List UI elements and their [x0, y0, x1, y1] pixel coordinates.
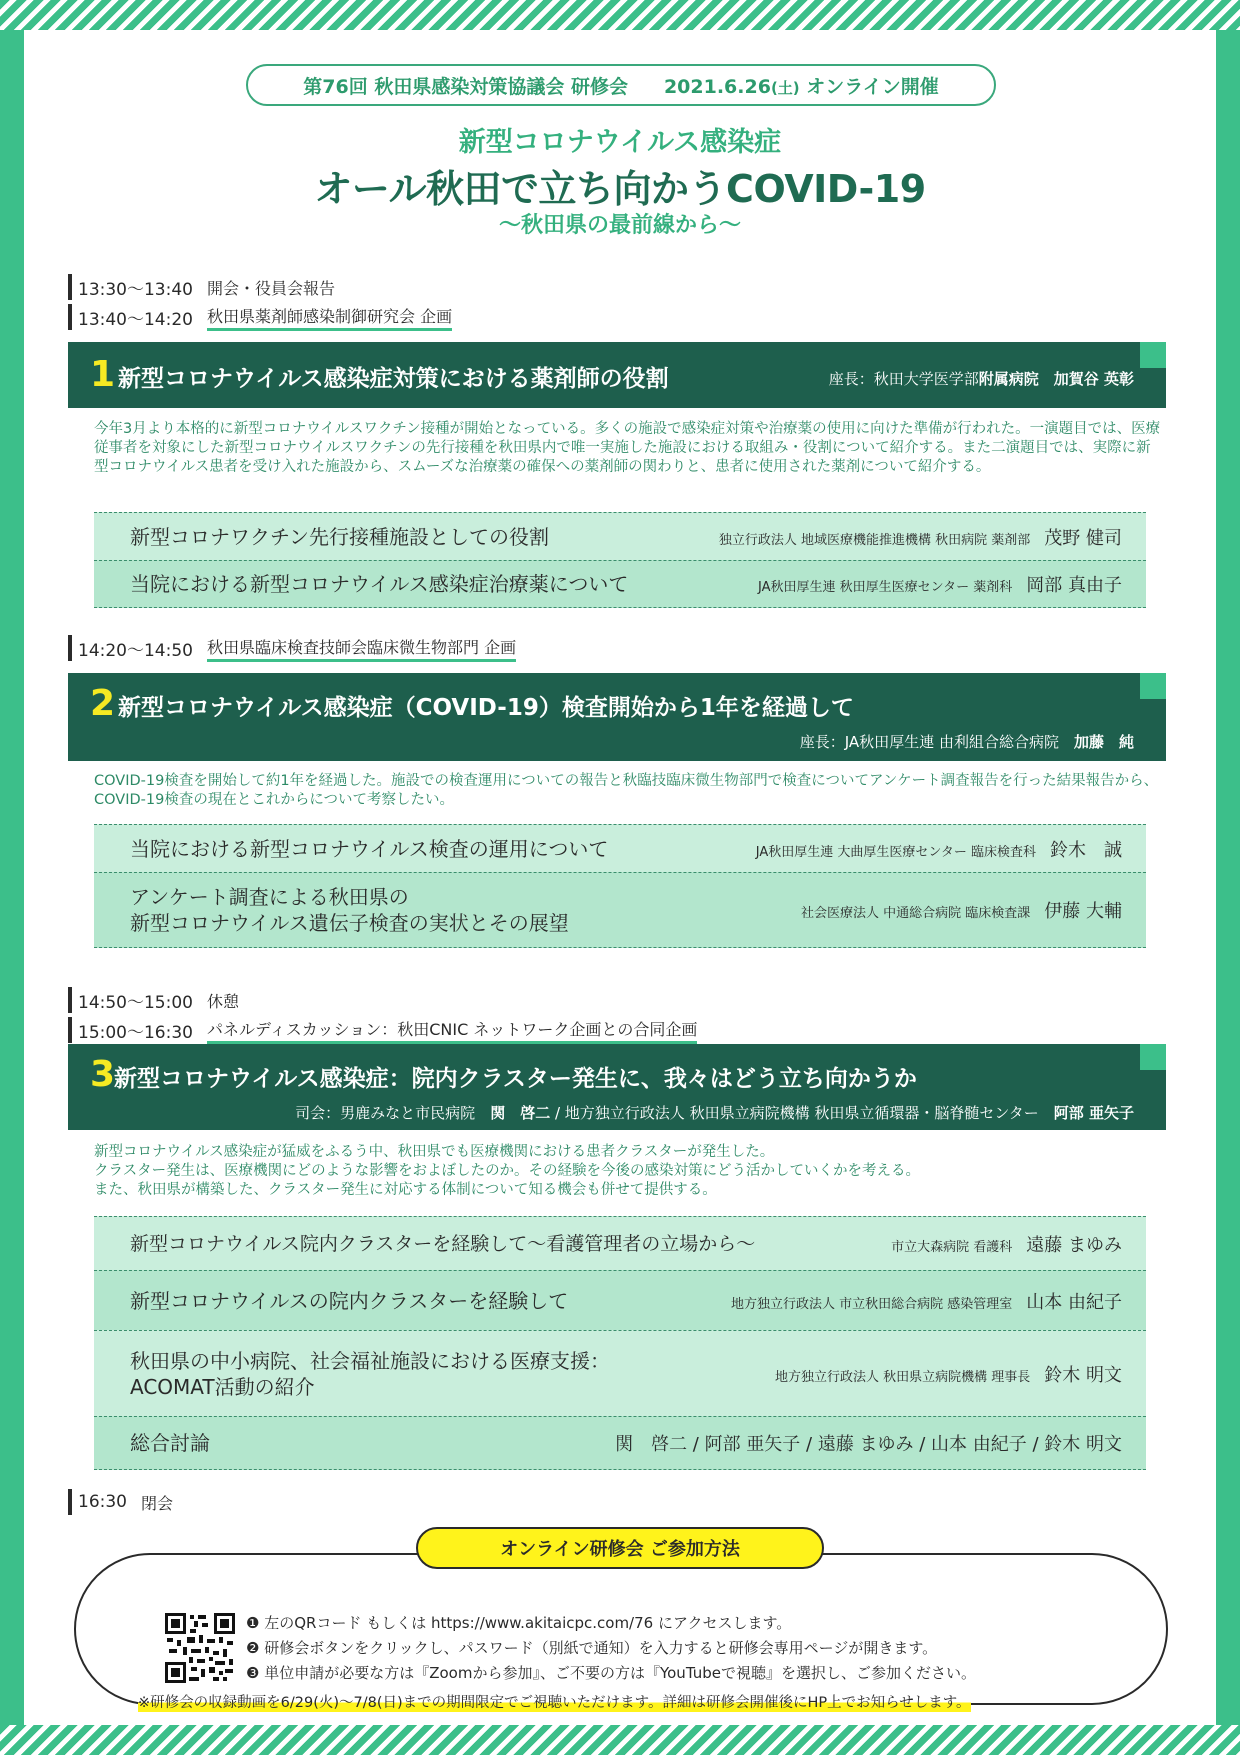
- moderator2-name: 阿部 亜矢子: [1053, 1104, 1134, 1122]
- schedule-time: 14:20〜14:50: [78, 640, 193, 661]
- session2-chair: [800, 731, 1134, 752]
- flyer-content: [24, 30, 1216, 1725]
- participation-steps: [246, 1611, 976, 1686]
- frame-stripe-top: [0, 0, 1240, 30]
- corner-accent: [1140, 1044, 1166, 1070]
- session3-description: [94, 1143, 1164, 1200]
- speaker-name: 茂野 健司: [1044, 527, 1122, 549]
- speaker-org: 独立行政法人 地域医療機能推進機構 秋田病院 薬剤部: [718, 532, 1031, 548]
- step-1: ❶ 左のQRコード もしくは https://www.akitaicpc.com/76 にアクセスします。: [246, 1614, 792, 1632]
- page-tagline: 〜秋田県の最前線から〜: [498, 213, 741, 238]
- chair-prefix: 座長：JA秋田厚生連 由利組合総合病院: [799, 733, 1059, 751]
- frame-border-right: [1216, 30, 1240, 1725]
- session2-title: 新型コロナウイルス感染症（COVID-19）検査開始から1年を経過して: [118, 695, 854, 721]
- talk-title-line2: ACOMAT活動の紹介: [130, 1374, 315, 1399]
- session2-header: [68, 673, 1166, 761]
- speaker-name: 山本 由紀子: [1026, 1291, 1122, 1313]
- qr-code-icon[interactable]: [165, 1613, 235, 1683]
- session2-number: 2: [90, 683, 116, 724]
- event-header-pill: [246, 64, 996, 106]
- event-format: オンライン開催: [806, 75, 939, 98]
- step-3: ❸ 単位申請が必要な方は『Zoomから参加』、ご不要の方は『YouTubeで視聴』を選択し、ご参加ください。: [246, 1664, 976, 1682]
- schedule-label: 閉会: [141, 1493, 174, 1513]
- chair-prefix: 座長：秋田大学医学部: [828, 370, 979, 388]
- schedule-label: パネルディスカッション：秋田CNIC ネットワーク企画との合同企画: [207, 1017, 697, 1044]
- speaker-name: 鈴木 誠: [1050, 839, 1122, 861]
- session1-description: 今年3月より本格的に新型コロナウイルスワクチン接種が開始となっている。多くの施設で感染症対策や治療薬の使用に向けた準備が行われた。一演題目では、医療従事者を対象にした新型コロナウイルスワクチンの先行接種を秋田県内で唯一実施した施設における取組み・役割について紹介する。また二演題目では、実際に新型コロナウイルス患者を受け入れた施設から、スムーズな治療薬の確保への薬剤師の関わりと、患者に使用された薬剤について紹介する。: [94, 421, 1161, 475]
- schedule-session3: [68, 1016, 697, 1044]
- time-bar: [68, 1489, 72, 1515]
- time-bar: [68, 987, 72, 1013]
- speaker-name: 鈴木 明文: [1044, 1364, 1122, 1386]
- schedule-time: 14:50〜15:00: [78, 992, 193, 1013]
- schedule-label: 休憩: [206, 991, 239, 1011]
- schedule-time: 16:30: [78, 1492, 127, 1512]
- corner-accent: [1140, 673, 1166, 699]
- session2-description: COVID-19検査を開始して約1年を経過した。施設での検査運用についての報告と秋臨技臨床微生物部門で検査についてアンケート調査報告を行った結果報告から、COVID-19検査の現在とこれからについて考察したい。: [94, 773, 1159, 808]
- schedule-time: 13:40〜14:20: [78, 309, 193, 330]
- event-name: 第76回 秋田県感染対策協議会 研修会: [303, 75, 628, 98]
- time-bar: [68, 1017, 72, 1043]
- step-2: ❷ 研修会ボタンをクリックし、パスワード（別紙で通知）を入力すると研修会専用ページが開きます。: [246, 1639, 938, 1657]
- talk-speaker: [719, 524, 1122, 550]
- session1-talk2: [94, 560, 1146, 608]
- frame-border-left: [0, 30, 24, 1725]
- time-bar: [68, 274, 72, 300]
- session1-number: 1: [90, 354, 116, 395]
- speaker-org: 地方独立行政法人 秋田県立病院機構 理事長: [775, 1369, 1031, 1385]
- event-date: 2021.6.26: [663, 75, 771, 98]
- talk-title: 新型コロナウイルス院内クラスターを経験して〜看護管理者の立場から〜: [130, 1232, 756, 1255]
- schedule-break: [68, 986, 239, 1014]
- talk-title: [130, 1348, 610, 1400]
- session3-header: [68, 1044, 1166, 1130]
- speaker-org: 社会医療法人 中通総合病院 臨床検査課: [801, 906, 1031, 921]
- session1-chair: [829, 368, 1134, 389]
- schedule-session2: [68, 634, 516, 662]
- talk-title: 新型コロナワクチン先行接種施設としての役割: [130, 524, 549, 549]
- speaker-org: 地方独立行政法人 市立秋田総合病院 感染管理室: [731, 1296, 1013, 1312]
- frame-stripe-bottom: [0, 1725, 1240, 1755]
- session3-talk1: [94, 1216, 1146, 1270]
- talk-title: 新型コロナウイルスの院内クラスターを経験して: [130, 1288, 569, 1313]
- session3-moderators: [295, 1102, 1134, 1123]
- talk-speaker: [775, 1361, 1122, 1387]
- speaker-org: 市立大森病院 看護科: [891, 1239, 1013, 1255]
- talk-speaker: [891, 1231, 1122, 1257]
- schedule-label: 秋田県薬剤師感染制御研究会 企画: [207, 304, 452, 331]
- talk-speaker: [615, 1430, 1122, 1456]
- session3-number: 3: [90, 1054, 116, 1095]
- event-weekday: (土): [770, 78, 800, 97]
- schedule-label: 開会・役員会報告: [206, 278, 335, 298]
- time-bar: [68, 304, 72, 330]
- talk-speaker: [758, 571, 1122, 597]
- session3-title: 新型コロナウイルス感染症：院内クラスター発生に、我々はどう立ち向かうか: [114, 1066, 917, 1092]
- desc-line: クラスター発生は、医療機関にどのような影響をおよぼしたのか。その経験を今後の感染対策にどう活かしていくかを考える。: [94, 1163, 921, 1179]
- speaker-name: 岡部 真由子: [1026, 575, 1122, 596]
- schedule-closing: [68, 1488, 173, 1516]
- talk-speaker: [731, 1288, 1122, 1314]
- session2-talk2: [94, 872, 1146, 948]
- speaker-org: JA秋田厚生連 秋田厚生医療センター 薬剤科: [758, 580, 1013, 595]
- schedule-opening: [68, 273, 335, 301]
- speaker-org: JA秋田厚生連 大曲厚生医療センター 臨床検査科: [755, 844, 1036, 860]
- session1-talk1: [94, 512, 1146, 560]
- talk-title: 当院における新型コロナウイルス検査の運用について: [130, 836, 609, 861]
- schedule-time: 13:30〜13:40: [78, 279, 193, 300]
- chair-name: 加賀谷 英彰: [1053, 370, 1134, 388]
- moderator-prefix: 司会：男鹿みなと市民病院: [295, 1104, 476, 1122]
- session3-talk3: [94, 1330, 1146, 1416]
- corner-accent: [1140, 342, 1166, 368]
- talk-title-line1: 秋田県の中小病院、社会福祉施設における医療支援：: [130, 1348, 610, 1373]
- page-subtitle: 新型コロナウイルス感染症: [458, 127, 782, 158]
- speaker-name: 伊藤 大輔: [1044, 901, 1122, 922]
- time-bar: [68, 635, 72, 661]
- moderator1-name: 関 啓二: [490, 1104, 551, 1122]
- session1-title: 新型コロナウイルス感染症対策における薬剤師の役割: [118, 366, 669, 392]
- recording-notice: ※研修会の収録動画を6/29(火)〜7/8(日)までの期間限定でご視聴いただけます。詳細は研修会開催後にHP上でお知らせします。: [138, 1691, 971, 1712]
- session3-general-discussion: [94, 1416, 1146, 1470]
- speaker-names: 関 啓二 / 阿部 亜矢子 / 遠藤 まゆみ / 山本 由紀子 / 鈴木 明文: [615, 1434, 1122, 1455]
- desc-line: 新型コロナウイルス感染症が猛威をふるう中、秋田県でも医療機関における患者クラスターが発生した。: [94, 1144, 775, 1160]
- participation-guide-title: オンライン研修会 ご参加方法: [416, 1527, 824, 1569]
- session2-talk1: [94, 824, 1146, 872]
- chair-name: 加藤 純: [1073, 733, 1134, 751]
- talk-title: 総合討論: [130, 1431, 210, 1455]
- page-title: オール秋田で立ち向かうCOVID-19: [314, 167, 926, 211]
- talk-title: [130, 884, 569, 936]
- desc-line: また、秋田県が構築した、クラスター発生に対応する体制について知る機会も併せて提供する。: [94, 1182, 717, 1198]
- session1-header: [68, 342, 1166, 408]
- schedule-time: 15:00〜16:30: [78, 1022, 193, 1043]
- chair-org-bold: 附属病院: [978, 370, 1039, 388]
- schedule-session1: [68, 303, 452, 331]
- talk-speaker: [756, 836, 1122, 862]
- talk-title: 当院における新型コロナウイルス感染症治療薬について: [130, 572, 629, 596]
- talk-speaker: [801, 897, 1122, 923]
- schedule-label: 秋田県臨床検査技師会臨床微生物部門 企画: [207, 635, 516, 662]
- moderator-mid: / 地方独立行政法人 秋田県立病院機構 秋田県立循環器・脳脊髄センター: [554, 1104, 1039, 1122]
- session3-talk2: [94, 1270, 1146, 1330]
- speaker-name: 遠藤 まゆみ: [1026, 1234, 1122, 1256]
- talk-title-line1: アンケート調査による秋田県の: [130, 885, 409, 909]
- talk-title-line2: 新型コロナウイルス遺伝子検査の実状とその展望: [130, 911, 569, 935]
- event-date-format: [664, 72, 939, 99]
